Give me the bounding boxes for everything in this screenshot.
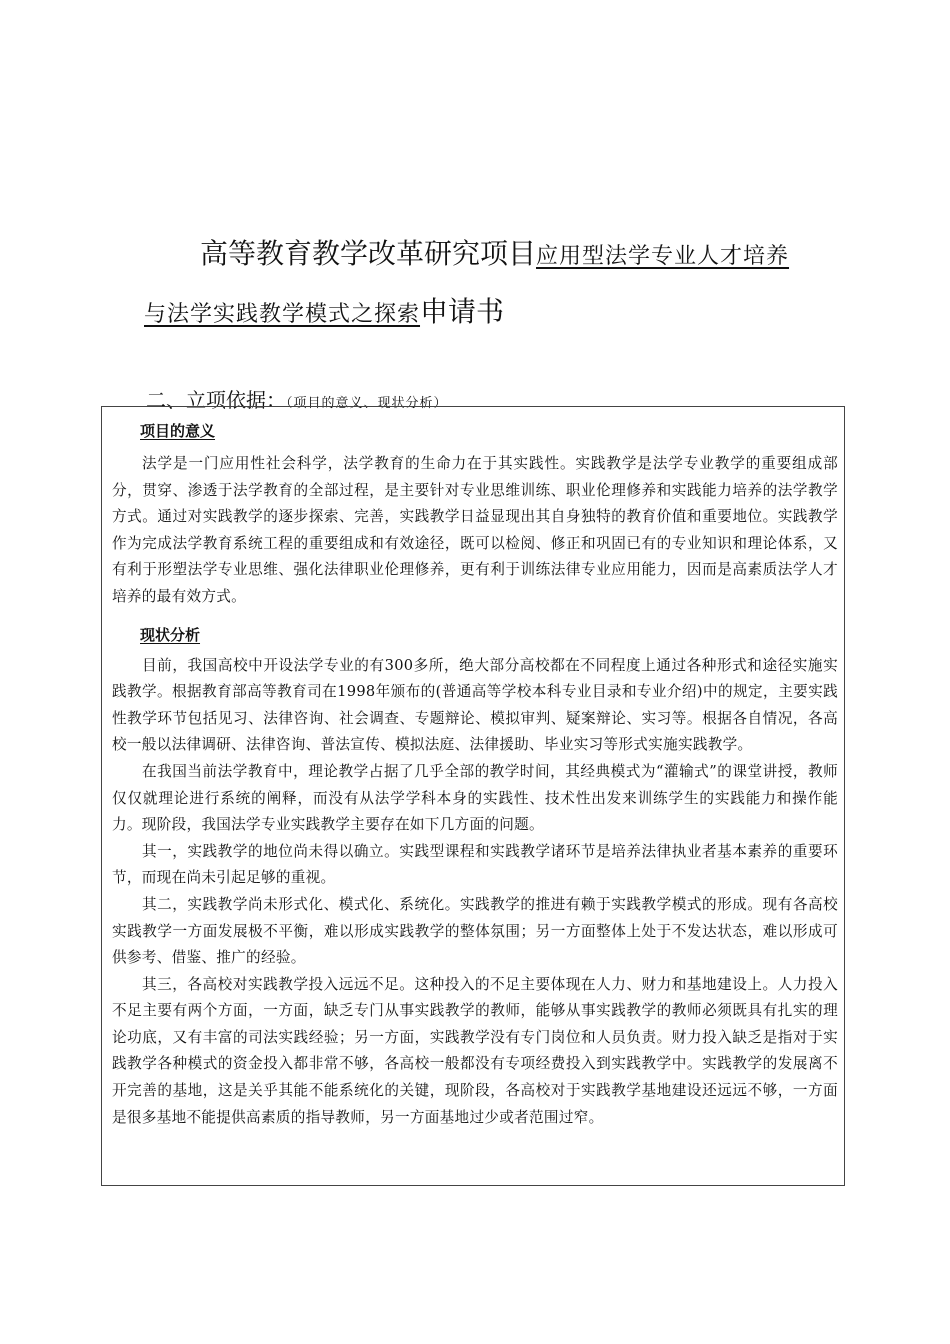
content-box bbox=[101, 406, 845, 1186]
section-hint: （项目的意义、现状分析） bbox=[286, 396, 448, 411]
spacer bbox=[102, 611, 844, 621]
title-suffix: 申请书 bbox=[420, 295, 505, 328]
document-title-line-1 bbox=[200, 232, 900, 272]
status-paragraph-3: 其一，实践教学的地位尚未得以确立。实践型课程和实践教学诸环节是培养法律执业者基本素养的重要环节，而现在尚未引起足够的重视。 bbox=[112, 842, 838, 887]
document-title-line-2 bbox=[144, 290, 844, 330]
status-paragraph-1: 目前，我国高校中开设法学专业的有300多所，绝大部分高校都在不同程度上通过各种形式和途径实施实践教学。根据教育部高等教育司在1998年颁布的(普通高等学校本科专业目录和专业介绍)中的规定，主要实践性教学环节包括见习、法律咨询、社会调查、专题辩论、模拟审判、疑案辩论、实习等。根据各自情况，各高校一般以法律调研、法律咨询、普法宣传、模拟法庭、法律援助、毕业实习等形式实施实践教学。 bbox=[112, 656, 838, 754]
significance-heading: 项目的意义 bbox=[140, 422, 216, 440]
status-paragraph-2: 在我国当前法学教育中，理论教学占据了几乎全部的教学时间，其经典模式为“灌输式”的课堂讲授，教师仅仅就理论进行系统的阐释，而没有从法学学科本身的实践性、技术性出发来训练学生的实践能力和操作能力。现阶段，我国法学专业实践教学主要存在如下几方面的问题。 bbox=[112, 762, 838, 834]
status-heading: 现状分析 bbox=[140, 625, 201, 644]
title-prefix: 高等教育教学改革研究项目 bbox=[200, 237, 537, 270]
status-paragraph-5: 其三，各高校对实践教学投入远远不足。这种投入的不足主要体现在人力、财力和基地建设上。人力投入不足主要有两个方面，一方面，缺乏专门从事实践教学的教师，能够从事实践教学的教师必须既具有扎实的理论功底，又有丰富的司法实践经验；另一方面，实践教学没有专门岗位和人员负责。财力投入缺乏是指对于实践教学各种模式的资金投入都非常不够，各高校一般都没有专项经费投入到实践教学中。实践教学的发展离不开完善的基地，这是关乎其能不能系统化的关键，现阶段，各高校对于实践教学基地建设还远远不够，一方面是很多基地不能提供高素质的指导教师，另一方面基地过少或者范围过窄。 bbox=[112, 975, 838, 1126]
project-name-part-2: 与法学实践教学模式之探索 bbox=[144, 302, 421, 327]
significance-paragraph: 法学是一门应用性社会科学，法学教育的生命力在于其实践性。实践教学是法学专业教学的重要组成部分，贯穿、渗透于法学教育的全部过程，是主要针对专业思维训练、职业伦理修养和实践能力培养的法学教学方式。通过对实践教学的逐步探索、完善，实践教学日益显现出其自身独特的教育价值和重要地位。实践教学作为完成法学教育系统工程的重要组成和有效途径，既可以检阅、修正和巩固已有的专业知识和理论体系，又有利于形塑法学专业思维、强化法律职业伦理修养，更有利于训练法律专业应用能力，因而是高素质法学人才培养的最有效方式。 bbox=[112, 455, 838, 605]
project-name-part-1: 应用型法学专业人才培养 bbox=[536, 244, 790, 269]
section-label: 二、立项依据： bbox=[146, 388, 286, 412]
status-paragraph-4: 其二，实践教学尚未形式化、模式化、系统化。实践教学的推进有赖于实践教学模式的形成。现有各高校实践教学一方面发展极不平衡，难以形成实践教学的整体氛围；另一方面整体上处于不发达状态，难以形成可供参考、借鉴、推广的经验。 bbox=[112, 895, 838, 967]
